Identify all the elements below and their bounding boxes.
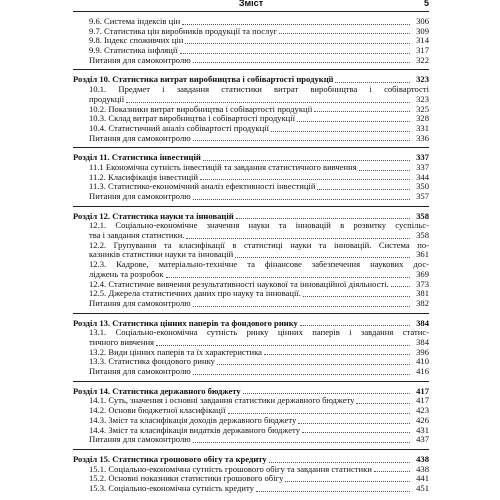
toc-entry-title-continued: ліджень та розробок xyxy=(89,269,164,279)
toc-entry-title: 12.3. Кадрове, матеріально-технічне та фінансове забезпечення наукових дос- xyxy=(89,260,429,270)
dot-leader xyxy=(182,23,410,25)
toc-entry-title-continued: казників статистики науки та інновацій xyxy=(89,250,234,260)
toc-page-number: 314 xyxy=(416,35,429,46)
dot-leader xyxy=(186,237,410,239)
toc-page-number: 328 xyxy=(416,113,429,124)
toc-entry-title: 15.3. Соціально-економічна сутність кредиту xyxy=(89,483,254,493)
dot-leader xyxy=(269,461,410,463)
toc-entry-title: 14.1. Суть, значення і основні завдання статистики державного бюджету xyxy=(89,396,355,406)
toc-page-number: 331 xyxy=(416,122,429,133)
toc-entry[interactable] xyxy=(73,105,429,115)
dot-leader xyxy=(193,305,410,307)
toc-entry-title: 11.2. Класифікація інвестицій xyxy=(89,172,198,182)
dot-leader xyxy=(166,276,410,278)
toc-page-number: 357 xyxy=(416,191,429,201)
dot-leader xyxy=(243,392,410,394)
dot-leader xyxy=(297,120,410,122)
toc-entry[interactable] xyxy=(73,134,429,144)
toc-entry-title: Питання для самоконтролю xyxy=(89,435,191,445)
toc-entry[interactable] xyxy=(73,416,429,426)
toc-page-number: 381 xyxy=(416,288,429,299)
chapter-divider xyxy=(73,206,429,207)
dot-leader xyxy=(374,470,410,472)
toc-entry-title: 9.8. Індекс споживчих цін xyxy=(89,36,184,46)
toc-page-number: 438 xyxy=(416,463,429,474)
toc-page-number: 306 xyxy=(416,15,429,26)
toc-entry[interactable] xyxy=(73,17,429,27)
toc-entry[interactable] xyxy=(73,357,429,367)
toc-entry[interactable] xyxy=(73,280,429,290)
toc-entry[interactable] xyxy=(73,348,429,358)
toc-page-number: 437 xyxy=(416,434,429,445)
toc-chapter[interactable] xyxy=(73,387,429,397)
toc-entry-title: 13.2. Види цінних паперів та їх характеристика xyxy=(89,347,262,357)
toc-entry-title: Питання для самоконтролю xyxy=(89,133,191,143)
toc-page-number: 416 xyxy=(416,366,429,377)
dot-leader xyxy=(156,344,410,346)
toc-entry-title: 9.6. Система індексів цін xyxy=(89,16,181,26)
toc-entry-title: 15.2. Основні показники статистики грошового обігу xyxy=(89,474,284,484)
dot-leader xyxy=(193,441,410,443)
toc-entry[interactable] xyxy=(73,435,429,445)
toc-page-number: 384 xyxy=(416,337,429,347)
toc-page-number: 441 xyxy=(416,473,429,484)
toc-entry-title: 13.3. Статистика фондового ринку xyxy=(89,357,215,367)
toc-page-number: 417 xyxy=(416,385,429,396)
table-of-contents xyxy=(73,17,429,494)
toc-entry-title: Питання для самоконтролю xyxy=(89,367,191,377)
toc-entry[interactable] xyxy=(73,299,429,309)
dot-leader xyxy=(302,431,410,433)
dot-leader xyxy=(359,169,410,171)
toc-entry-title: 12.2. Групування та класифікації в статистиці науки та інновацій. Система по- xyxy=(89,240,429,250)
toc-entry-title: 9.7. Статистика цін виробників продукції та послуг xyxy=(89,26,278,36)
toc-entry-title: 10.1. Предмет і завдання статистики витрат виробництва і собівартості xyxy=(89,85,429,95)
toc-entry-title: 12.1. Соціально-економічне значення науки та інновацій в розвитку суспільс- xyxy=(89,221,429,231)
toc-entry-title: Питання для самоконтролю xyxy=(89,298,191,308)
dot-leader xyxy=(193,139,410,141)
toc-page-number: 431 xyxy=(416,424,429,435)
dot-leader xyxy=(303,295,410,297)
toc-entry-title: 12.5. Джерела статистичних даних про науку та інновації. xyxy=(89,289,301,299)
toc-entry-title: Питання для самоконтролю xyxy=(89,55,191,65)
toc-entry-title: 14.2. Основи бюджетної класифікації xyxy=(89,406,226,416)
dot-leader xyxy=(335,81,410,83)
toc-entry-title: 15.1. Соціально-економічна сутність грошового обігу та завдання статистики xyxy=(89,464,372,474)
toc-entry[interactable] xyxy=(73,114,429,124)
toc-entry[interactable] xyxy=(73,124,429,134)
toc-entry[interactable] xyxy=(73,328,429,347)
toc-chapter[interactable] xyxy=(73,153,429,163)
dot-leader xyxy=(193,198,410,200)
dot-leader xyxy=(228,412,411,414)
toc-page-number: 336 xyxy=(416,132,429,143)
toc-page-number: 382 xyxy=(416,297,429,308)
toc-entry-title: 14.4. Зміст та класифікація видатків державного бюджету xyxy=(89,425,300,435)
toc-chapter-title: Розділ 10. Статистика витрат виробництва і собівартості продукції xyxy=(73,75,334,85)
toc-page-number: 417 xyxy=(416,395,429,406)
dot-leader xyxy=(314,110,410,112)
toc-page-number: 337 xyxy=(416,152,429,163)
toc-page-number: 410 xyxy=(416,356,429,367)
chapter-divider xyxy=(73,313,429,314)
chapter-divider xyxy=(73,147,429,148)
dot-leader xyxy=(300,324,410,326)
toc-page-number: 438 xyxy=(416,453,429,464)
toc-chapter[interactable] xyxy=(73,212,429,222)
toc-page-number: 323 xyxy=(416,74,429,85)
toc-entry-title-continued: продукції xyxy=(89,94,125,104)
toc-entry[interactable] xyxy=(73,221,429,240)
toc-chapter-title: Розділ 12. Статистика науки та інновацій xyxy=(73,211,234,221)
dot-leader xyxy=(180,52,410,54)
toc-entry[interactable] xyxy=(73,406,429,416)
toc-entry-title: 9.9. Статистика інфляції xyxy=(89,46,178,56)
dot-leader xyxy=(271,130,410,132)
dot-leader xyxy=(356,402,410,404)
toc-entry[interactable] xyxy=(73,46,429,56)
toc-page-number: 384 xyxy=(416,317,429,328)
toc-page-number: 396 xyxy=(416,346,429,357)
toc-entry-title-continued: тичного вивчення xyxy=(89,338,155,347)
toc-entry-title: 11.3. Статистико-економічний аналіз ефективності інвестицій xyxy=(89,182,316,192)
toc-chapter[interactable] xyxy=(73,319,429,329)
toc-chapter-title: Розділ 14. Статистика державного бюджету xyxy=(73,386,241,396)
toc-page-number: 323 xyxy=(416,93,429,104)
dot-leader xyxy=(193,373,410,375)
dot-leader xyxy=(217,363,410,365)
toc-page-number: 361 xyxy=(416,249,429,260)
toc-page-number: 358 xyxy=(416,210,429,221)
dot-leader xyxy=(236,217,410,219)
toc-entry-title: 11.1 Економічна сутність інвестицій та завдання статистичного вивчення xyxy=(89,162,357,172)
dot-leader xyxy=(256,490,410,492)
toc-entry[interactable] xyxy=(73,484,429,494)
toc-entry[interactable] xyxy=(73,36,429,46)
dot-leader xyxy=(264,353,410,355)
toc-entry-title: 10.3. Склад витрат виробництва і собівартості продукції xyxy=(89,114,296,124)
chapter-divider xyxy=(73,449,429,450)
toc-page-number: 423 xyxy=(416,405,429,416)
toc-entry[interactable] xyxy=(73,163,429,173)
dot-leader xyxy=(298,422,410,424)
toc-entry-title: 10.4. Статистичний аналіз собівартості продукції xyxy=(89,123,269,133)
toc-page-number: 325 xyxy=(416,103,429,114)
toc-page-number: 426 xyxy=(416,414,429,425)
toc-page-number: 344 xyxy=(416,171,429,182)
toc-chapter-title: Розділ 13. Статистика цінних паперів та фондового ринку xyxy=(73,318,298,328)
toc-page-number: 358 xyxy=(416,230,429,241)
toc-entry-title: 12.4. Статистичне вивчення результативності наукової та інноваційної діяльності. xyxy=(89,279,389,289)
dot-leader xyxy=(279,32,410,34)
toc-page-number: 373 xyxy=(416,278,429,289)
toc-entry[interactable] xyxy=(73,173,429,183)
toc-entry-title-continued: тва і завдання статистики. xyxy=(89,231,185,241)
toc-entry[interactable] xyxy=(73,289,429,299)
dot-leader xyxy=(235,256,410,258)
toc-entry[interactable] xyxy=(73,426,429,436)
toc-entry[interactable] xyxy=(73,367,429,377)
dot-leader xyxy=(126,101,410,103)
toc-chapter[interactable] xyxy=(73,455,429,465)
toc-page-number: 451 xyxy=(416,482,429,493)
dot-leader xyxy=(200,178,410,180)
toc-entry[interactable] xyxy=(73,260,429,279)
toc-entry[interactable] xyxy=(73,241,429,260)
toc-entry[interactable] xyxy=(73,182,429,192)
chapter-divider xyxy=(73,69,429,70)
toc-entry[interactable] xyxy=(73,85,429,104)
toc-entry[interactable] xyxy=(73,56,429,66)
toc-entry[interactable] xyxy=(73,192,429,202)
toc-chapter-title: Розділ 11. Статистика інвестицій xyxy=(73,153,201,163)
dot-leader xyxy=(285,480,410,482)
toc-page-number: 337 xyxy=(416,161,429,172)
toc-entry-title: Питання для самоконтролю xyxy=(89,192,191,201)
toc-page-number: 322 xyxy=(416,54,429,65)
toc-entry-title: 10.2. Показники витрат виробництва і собівартості продукції xyxy=(89,104,313,114)
toc-page-number: 369 xyxy=(416,268,429,279)
toc-entry-title: 13.1. Соціально-економічна сутність ринку цінних паперів і завдання статис- xyxy=(89,328,429,338)
dot-leader xyxy=(317,188,410,190)
toc-page-number: 317 xyxy=(416,45,429,56)
page-number: 5 xyxy=(423,0,429,8)
chapter-divider xyxy=(73,381,429,382)
page-header xyxy=(73,0,429,12)
toc-chapter[interactable] xyxy=(73,75,429,85)
toc-entry[interactable] xyxy=(73,474,429,484)
toc-entry-title: 14.3. Зміст та класифікація доходів державного бюджету xyxy=(89,415,297,425)
page-title: Зміст xyxy=(238,0,264,8)
dot-leader xyxy=(193,61,410,63)
dot-leader xyxy=(185,42,410,44)
toc-entry[interactable] xyxy=(73,465,429,475)
toc-entry[interactable] xyxy=(73,396,429,406)
toc-entry[interactable] xyxy=(73,27,429,37)
dot-leader xyxy=(391,285,410,287)
toc-page-number: 350 xyxy=(416,181,429,192)
toc-page-number: 309 xyxy=(416,25,429,36)
toc-chapter-title: Розділ 15. Статистика грошового обігу та кредиту xyxy=(73,454,267,464)
dot-leader xyxy=(203,159,410,161)
